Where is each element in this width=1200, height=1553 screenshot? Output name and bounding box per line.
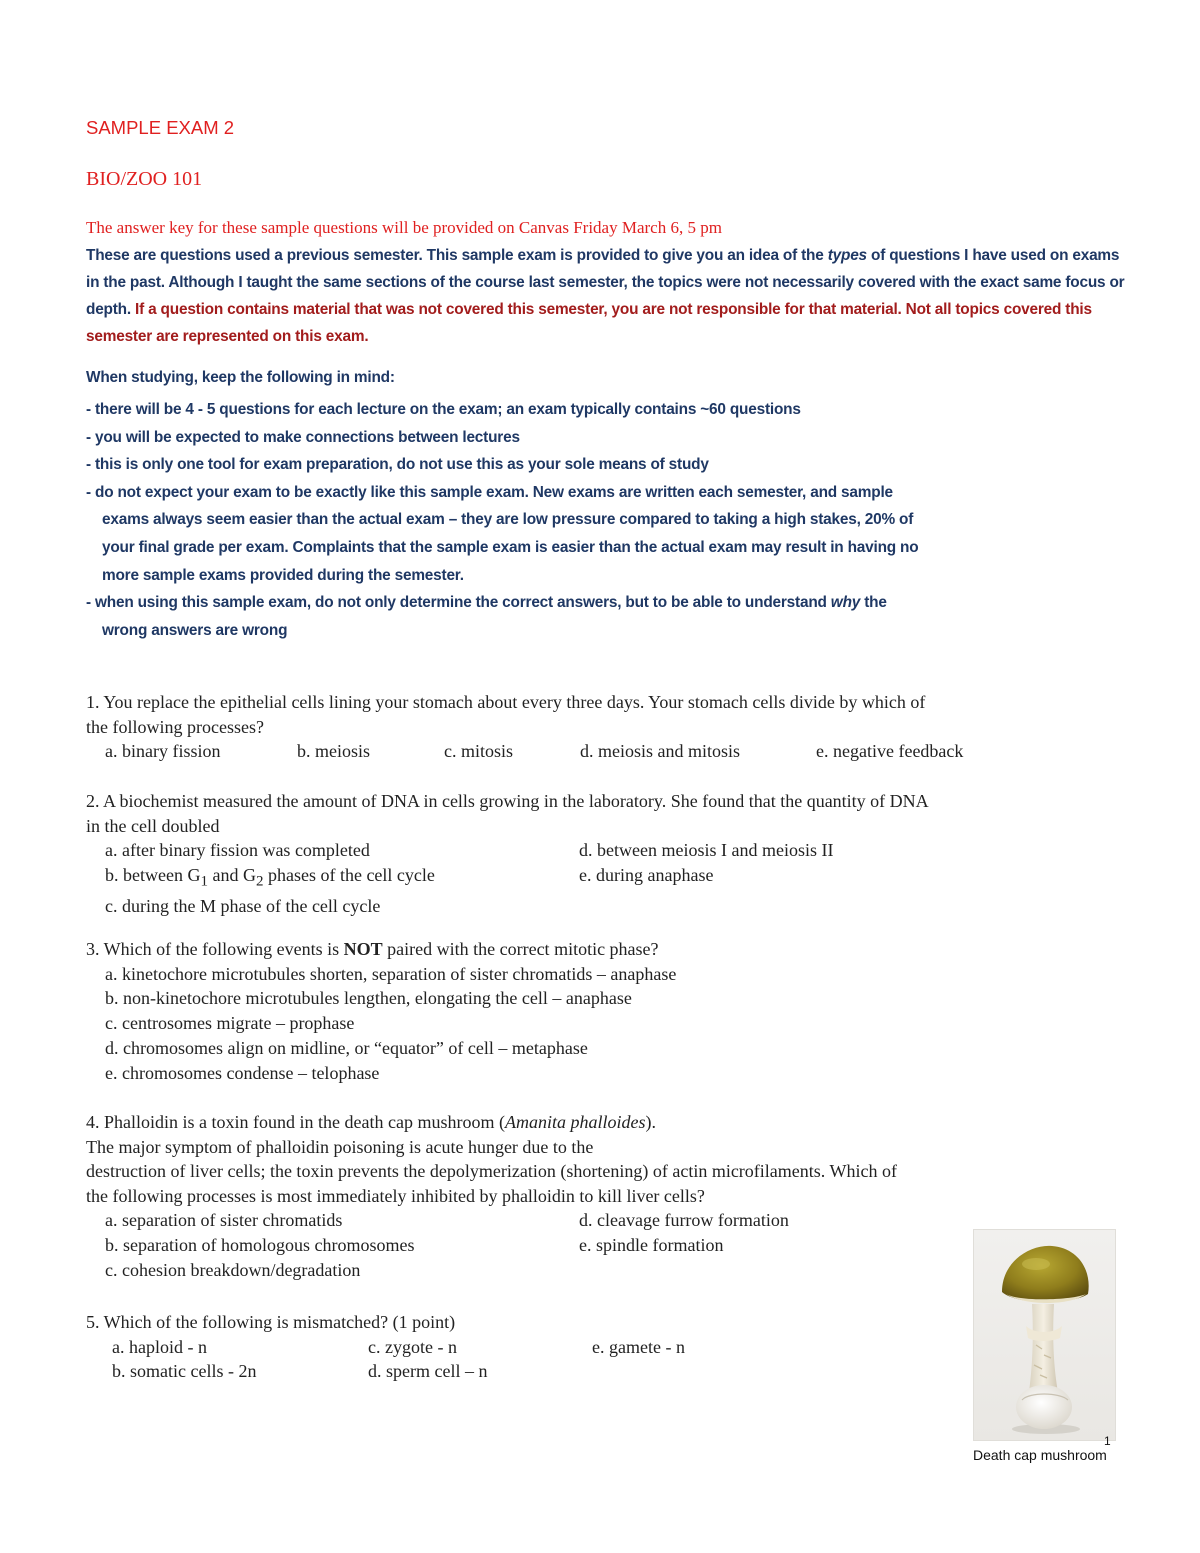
study-tip: - this is only one tool for exam preparation, do not use this as your sole means of study [86,456,709,474]
question-1 [86,690,1126,764]
study-tip-line: wrong answers are wrong [102,621,288,639]
option-a: a. separation of sister chromatids [105,1210,343,1230]
question-5 [86,1310,1126,1384]
exam-title: SAMPLE EXAM 2 [86,117,235,138]
answer-options [86,1208,1126,1282]
study-tip [86,479,1116,589]
study-tip-line: more sample exams provided during the semester. [102,566,464,584]
study-tip-text: - when using this sample exam, do not only determine the correct answers, but to be able to understand [86,594,831,612]
study-tip [86,589,1116,644]
stem-line: 1. You replace the epithelial cells lining your stomach about every three days. Your stomach cells divide by which of [86,692,926,712]
intro-warning: If a question contains material that was not covered this semester, you are not responsible for that material. Not all topics covered this semester are represented on this exam. [86,301,1092,345]
stem-line: the following processes is most immediately inhibited by phalloidin to kill liver cells? [86,1185,705,1206]
study-tip: - there will be 4 - 5 questions for each lecture on the exam; an exam typically contains ~60 questions [86,401,801,418]
option-a: a. kinetochore microtubules shorten, separation of sister chromatids – anaphase [105,963,677,984]
study-tip-line: exams always seem easier than the actual exam – they are low pressure compared to taking a high stakes, 20% of [102,511,914,529]
option-d: d. meiosis and mitosis [580,741,741,761]
option-text: b. between G [105,864,201,885]
option-b: b. separation of homologous chromosomes [105,1234,415,1255]
stem-line: destruction of liver cells; the toxin prevents the depolymerization (shortening) of actin microfilaments. Which of [86,1161,897,1181]
intro-text-a: These are questions used a previous semester. This sample exam is provided to give you an idea of the [86,247,828,264]
option-c: c. cohesion breakdown/degradation [105,1259,361,1280]
option-c: c. centrosomes migrate – prophase [105,1013,355,1034]
answer-options [86,1335,1126,1385]
option-b [105,863,579,894]
option-d: d. cleavage furrow formation [579,1210,789,1230]
page-number: 1 [1104,1434,1111,1448]
option-text: phases of the cell cycle [263,864,435,885]
option-text: and G [207,864,256,885]
stem-text: 4. Phalloidin is a toxin found in the death cap mushroom ( [86,1112,505,1132]
option-d: d. between meiosis I and meiosis II [579,840,834,860]
stem-text: 3. Which of the following events is [86,939,344,959]
option-c: c. mitosis [444,741,514,761]
question-stem [86,937,1126,962]
question-stem [86,690,1126,739]
answer-options [86,838,1126,919]
stem-emphasis: NOT [343,939,383,959]
option-b: b. non-kinetochore microtubules lengthen, elongating the cell – anaphase [105,988,632,1009]
study-heading: When studying, keep the following in mind: [86,369,395,386]
stem-line: in the cell doubled [86,815,220,836]
question-stem: 5. Which of the following is mismatched? (1 point) [86,1312,456,1332]
stem-text: ). [645,1112,656,1132]
option-c: c. zygote - n [368,1336,457,1357]
answer-options [86,739,1126,764]
option-c: c. during the M phase of the cell cycle [105,896,381,917]
option-b: b. somatic cells - 2n [112,1361,257,1382]
study-tip-emphasis: why [830,594,861,612]
option-a: a. haploid - n [112,1336,207,1357]
question-stem [86,789,1126,838]
study-tip-line: - do not expect your exam to be exactly like this sample exam. New exams are written each semester, and sample [86,483,893,501]
intro-text-b: of questions I have used on exams in the past. Although I taught the same sections of the course last semester, the topics were not necessarily covered with the exact same focus or depth. [86,247,1125,318]
answer-key-note: The answer key for these sample questions will be provided on Canvas Friday March 6, 5 pm [86,218,722,237]
stem-line [86,1110,1126,1135]
option-d: d. chromosomes align on midline, or “equator” of cell – metaphase [105,1037,588,1058]
stem-line: The major symptom of phalloidin poisoning is acute hunger due to the [86,1136,594,1157]
study-tip-line: your final grade per exam. Complaints that the sample exam is easier than the actual exam may result in having no [102,538,919,556]
study-tip: - you will be expected to make connections between lectures [86,428,520,446]
answer-options [86,962,1126,1086]
species-name: Amanita phalloides [504,1112,646,1132]
option-d: d. sperm cell – n [368,1361,488,1382]
question-stem [86,1110,1126,1208]
option-b: b. meiosis [297,741,371,761]
subscript: 1 [200,873,208,890]
option-a: a. binary fission [105,741,221,761]
study-tip-text: the [860,594,887,612]
mushroom-icon [974,1230,1115,1440]
option-e: e. spindle formation [579,1234,724,1255]
option-e: e. during anaphase [579,864,714,885]
mushroom-photo [973,1229,1116,1441]
question-3 [86,937,1126,1085]
subscript: 2 [255,873,264,890]
option-e: e. gamete - n [592,1336,685,1357]
question-2 [86,789,1126,919]
question-4 [86,1110,1126,1282]
figure-caption: Death cap mushroom [973,1447,1107,1463]
intro-emphasis: types [827,247,867,264]
stem-text: paired with the correct mitotic phase? [382,939,659,959]
intro-paragraph [86,242,1126,350]
study-tips-list [86,396,1116,644]
stem-line: 2. A biochemist measured the amount of DNA in cells growing in the laboratory. She found that the quantity of DNA [86,791,929,811]
option-e: e. chromosomes condense – telophase [105,1062,380,1083]
option-a: a. after binary fission was completed [105,840,370,860]
course-code: BIO/ZOO 101 [86,168,203,190]
option-e: e. negative feedback [816,741,964,761]
stem-line: the following processes? [86,716,264,737]
